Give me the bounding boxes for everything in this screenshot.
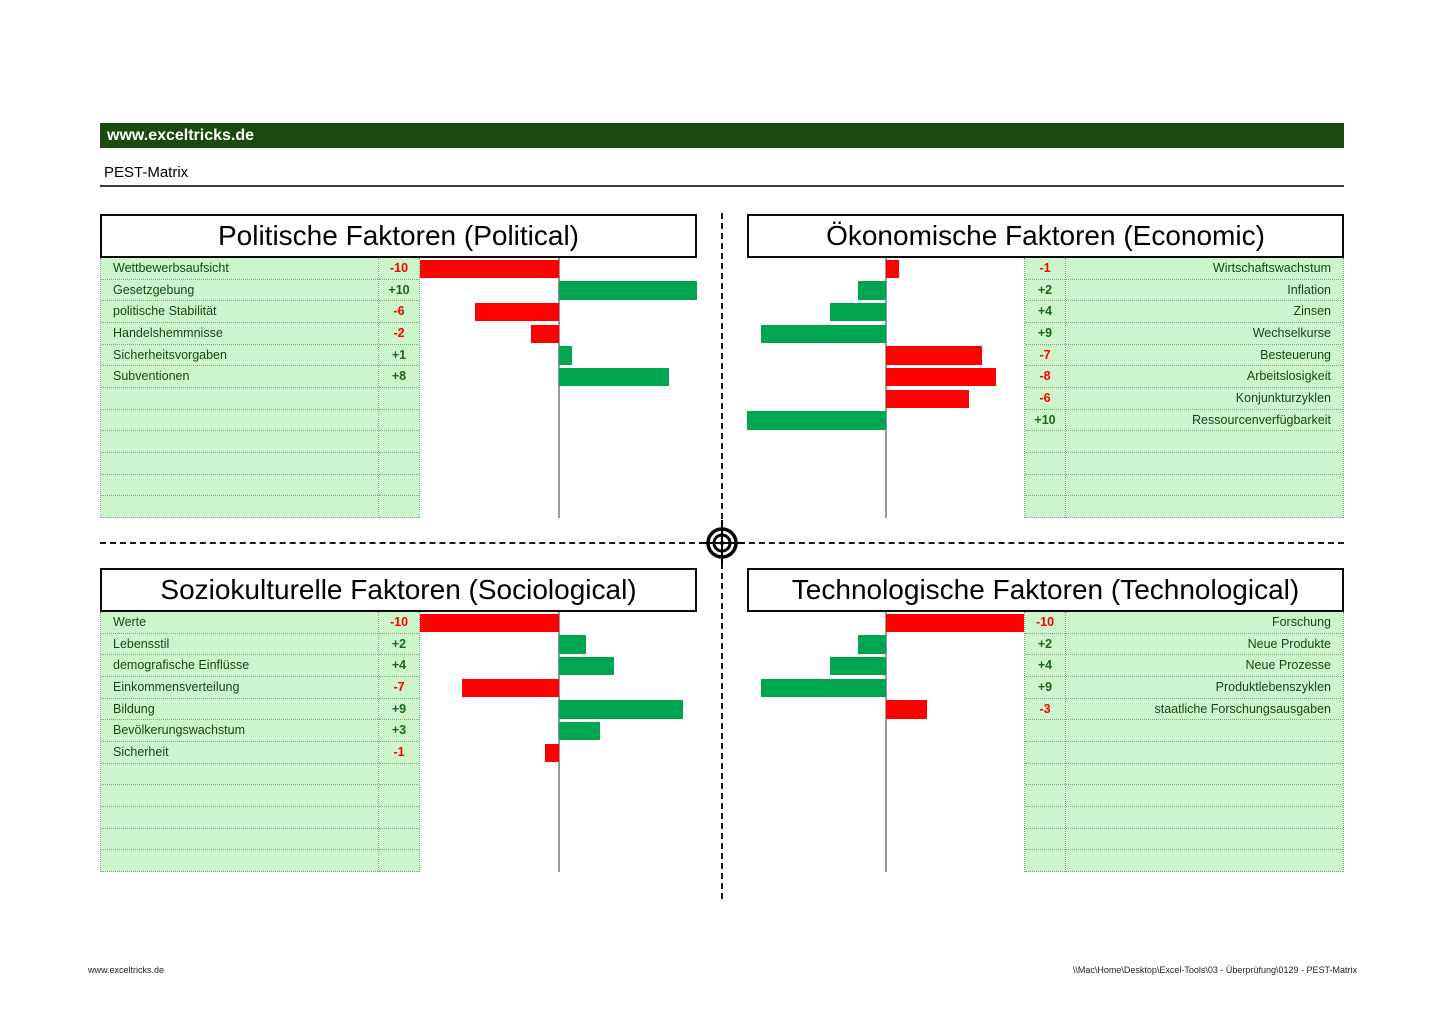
factor-label-cell: Einkommensverteilung <box>101 677 378 699</box>
sociological-values-column <box>378 612 420 872</box>
economic-values-column <box>1024 258 1066 518</box>
factor-label-cell: Besteuerung <box>1066 345 1343 367</box>
technological-labels-column <box>1066 612 1344 872</box>
factor-label-cell: Gesetzgebung <box>101 280 378 302</box>
factor-bar <box>475 303 558 322</box>
footer-url: www.exceltricks.de <box>88 965 165 975</box>
factor-value-cell <box>1025 720 1065 742</box>
page-title: PEST-Matrix <box>104 164 189 181</box>
factor-bar <box>886 700 928 719</box>
factor-bar <box>559 700 684 719</box>
factor-label-cell: Handelshemmnisse <box>101 323 378 345</box>
factor-label-cell <box>1066 496 1343 518</box>
factor-bar <box>559 722 601 741</box>
factor-value-cell: -1 <box>379 742 419 764</box>
factor-bar <box>420 260 559 279</box>
factor-value-cell: +9 <box>379 699 419 721</box>
factor-label-cell <box>101 807 378 829</box>
factor-label-cell <box>1066 475 1343 497</box>
factor-label-cell <box>1066 850 1343 872</box>
factor-bar <box>886 346 983 365</box>
factor-bar <box>830 303 885 322</box>
factor-bar <box>886 614 1025 633</box>
factor-bar <box>559 657 614 676</box>
factor-value-cell: -8 <box>1025 366 1065 388</box>
factor-value-cell <box>379 475 419 497</box>
factor-value-cell: +2 <box>1025 280 1065 302</box>
factor-value-cell: +2 <box>379 634 419 656</box>
factor-label-cell <box>101 764 378 786</box>
factor-bar <box>462 679 559 698</box>
factor-value-cell: +3 <box>379 720 419 742</box>
factor-label-cell <box>1066 764 1343 786</box>
factor-bar <box>858 635 886 654</box>
factor-label-cell <box>1066 720 1343 742</box>
factor-value-cell: +4 <box>379 655 419 677</box>
factor-label-cell <box>101 785 378 807</box>
factor-label-cell: Konjunkturzyklen <box>1066 388 1343 410</box>
factor-value-cell <box>1025 764 1065 786</box>
factor-value-cell <box>379 388 419 410</box>
brand-bar: www.exceltricks.de <box>100 123 1344 148</box>
factor-value-cell <box>1025 742 1065 764</box>
crosshair-target-icon <box>698 519 746 567</box>
factor-bar <box>531 325 559 344</box>
factor-value-cell: +10 <box>1025 410 1065 432</box>
factor-label-cell: Wirtschaftswachstum <box>1066 258 1343 280</box>
factor-value-cell: -10 <box>379 612 419 634</box>
factor-value-cell: +4 <box>1025 655 1065 677</box>
economic-labels-column <box>1066 258 1344 518</box>
factor-value-cell: -3 <box>1025 699 1065 721</box>
factor-bar <box>559 281 698 300</box>
factor-bar <box>559 346 573 365</box>
factor-value-cell <box>379 410 419 432</box>
technological-bar-chart <box>747 612 1024 872</box>
factor-label-cell <box>101 496 378 518</box>
factor-value-cell <box>1025 496 1065 518</box>
factor-value-cell: +4 <box>1025 301 1065 323</box>
quadrant-technological <box>747 568 1344 872</box>
political-labels-column <box>100 258 378 518</box>
factor-value-cell <box>1025 475 1065 497</box>
factor-bar <box>761 679 886 698</box>
factor-value-cell: -6 <box>379 301 419 323</box>
factor-value-cell: +9 <box>1025 323 1065 345</box>
factor-label-cell: Werte <box>101 612 378 634</box>
factor-value-cell: -10 <box>379 258 419 280</box>
factor-label-cell: Wechselkurse <box>1066 323 1343 345</box>
factor-value-cell <box>379 764 419 786</box>
factor-value-cell: +10 <box>379 280 419 302</box>
factor-bar <box>747 411 886 430</box>
factor-value-cell: -10 <box>1025 612 1065 634</box>
factor-label-cell <box>101 475 378 497</box>
factor-label-cell: Inflation <box>1066 280 1343 302</box>
factor-label-cell <box>101 829 378 851</box>
factor-label-cell: Produktlebenszyklen <box>1066 677 1343 699</box>
factor-value-cell <box>379 496 419 518</box>
factor-label-cell <box>1066 785 1343 807</box>
factor-label-cell <box>1066 807 1343 829</box>
factor-label-cell <box>101 410 378 432</box>
factor-value-cell <box>379 850 419 872</box>
quadrant-title-political: Politische Faktoren (Political) <box>100 214 697 258</box>
political-values-column <box>378 258 420 518</box>
factor-value-cell <box>1025 453 1065 475</box>
title-divider <box>100 185 1344 187</box>
factor-label-cell: Arbeitslosigkeit <box>1066 366 1343 388</box>
technological-values-column <box>1024 612 1066 872</box>
factor-label-cell: Wettbewerbsaufsicht <box>101 258 378 280</box>
factor-label-cell: Neue Prozesse <box>1066 655 1343 677</box>
factor-value-cell <box>379 431 419 453</box>
factor-label-cell: demografische Einflüsse <box>101 655 378 677</box>
factor-value-cell: +9 <box>1025 677 1065 699</box>
factor-value-cell <box>1025 829 1065 851</box>
political-bar-chart <box>420 258 697 518</box>
factor-bar <box>886 368 997 387</box>
sociological-labels-column <box>100 612 378 872</box>
footer-file-path: \\Mac\Home\Desktop\Excel-Tools\03 - Überprüfung\0129 - PEST-Matrix <box>1072 965 1357 975</box>
factor-value-cell <box>379 785 419 807</box>
factor-label-cell <box>101 850 378 872</box>
factor-label-cell: Sicherheitsvorgaben <box>101 345 378 367</box>
factor-label-cell <box>101 453 378 475</box>
factor-label-cell: Forschung <box>1066 612 1343 634</box>
factor-label-cell <box>1066 829 1343 851</box>
factor-value-cell <box>379 453 419 475</box>
factor-label-cell: Zinsen <box>1066 301 1343 323</box>
factor-value-cell <box>379 807 419 829</box>
factor-value-cell <box>1025 431 1065 453</box>
factor-bar <box>545 744 559 763</box>
factor-value-cell: -1 <box>1025 258 1065 280</box>
factor-label-cell: Neue Produkte <box>1066 634 1343 656</box>
economic-bar-chart <box>747 258 1024 518</box>
factor-value-cell <box>1025 850 1065 872</box>
factor-label-cell: Lebensstil <box>101 634 378 656</box>
factor-value-cell: -7 <box>1025 345 1065 367</box>
factor-label-cell: Bildung <box>101 699 378 721</box>
factor-value-cell: +2 <box>1025 634 1065 656</box>
quadrant-sociological <box>100 568 697 872</box>
quadrant-political <box>100 214 697 518</box>
sociological-bar-chart <box>420 612 697 872</box>
factor-value-cell <box>1025 785 1065 807</box>
quadrant-title-economic: Ökonomische Faktoren (Economic) <box>747 214 1344 258</box>
factor-bar <box>886 260 900 279</box>
factor-label-cell: Sicherheit <box>101 742 378 764</box>
factor-label-cell <box>1066 453 1343 475</box>
quadrant-title-technological: Technologische Faktoren (Technological) <box>747 568 1344 612</box>
factor-value-cell <box>1025 807 1065 829</box>
factor-label-cell <box>101 431 378 453</box>
factor-label-cell: politische Stabilität <box>101 301 378 323</box>
factor-bar <box>761 325 886 344</box>
factor-label-cell <box>1066 742 1343 764</box>
factor-bar <box>559 635 587 654</box>
factor-bar <box>886 390 969 409</box>
factor-label-cell <box>101 388 378 410</box>
factor-label-cell: Ressourcenverfügbarkeit <box>1066 410 1343 432</box>
factor-bar <box>559 368 670 387</box>
factor-value-cell: -7 <box>379 677 419 699</box>
factor-label-cell: staatliche Forschungsausgaben <box>1066 699 1343 721</box>
factor-label-cell <box>1066 431 1343 453</box>
factor-bar <box>420 614 559 633</box>
factor-bar <box>858 281 886 300</box>
factor-value-cell <box>379 829 419 851</box>
factor-bar <box>830 657 885 676</box>
factor-value-cell: +1 <box>379 345 419 367</box>
factor-value-cell: +8 <box>379 366 419 388</box>
factor-value-cell: -2 <box>379 323 419 345</box>
factor-label-cell: Bevölkerungswachstum <box>101 720 378 742</box>
quadrant-title-sociological: Soziokulturelle Faktoren (Sociological) <box>100 568 697 612</box>
factor-label-cell: Subventionen <box>101 366 378 388</box>
quadrant-economic <box>747 214 1344 518</box>
factor-value-cell: -6 <box>1025 388 1065 410</box>
